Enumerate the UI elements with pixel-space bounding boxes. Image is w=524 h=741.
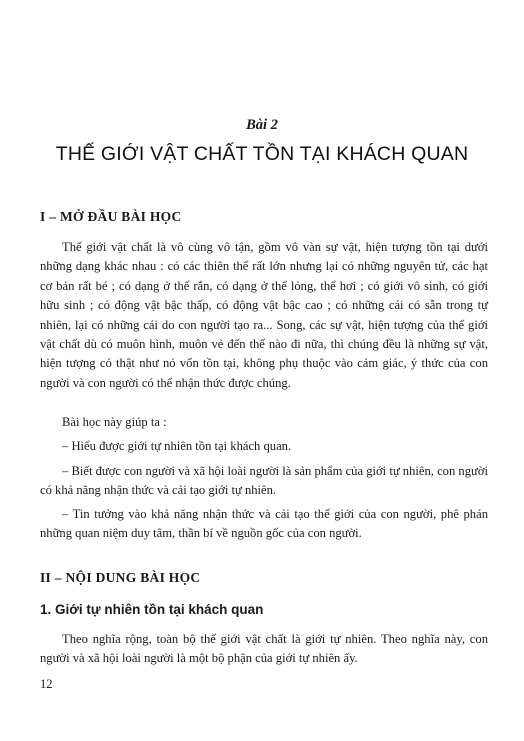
lesson-title: THẾ GIỚI VẬT CHẤT TỒN TẠI KHÁCH QUAN [55,143,469,165]
lesson-goals-intro: Bài học này giúp ta : [62,415,167,429]
page-number: 12 [40,677,53,691]
section-heading-intro: I – MỞ ĐẦU BÀI HỌC [40,209,182,224]
goal-item-3: – Tin tưởng vào khả năng nhận thức và cải tạo thế giới của con người, phê phán những quan niệm duy tâm, thần bí về nguồn gốc của con người. [40,507,488,541]
lesson-label: Bài 2 [246,117,278,133]
content-paragraph: Theo nghĩa rộng, toàn bộ thế giới vật chất là giới tự nhiên. Theo nghĩa này, con người và xã hội loài người là một bộ phận của giới tự nhiên ấy. [40,632,488,666]
section-heading-content: II – NỘI DUNG BÀI HỌC [40,570,201,585]
intro-paragraph: Thế giới vật chất là vô cùng vô tận, gồm vô vàn sự vật, hiện tượng tồn tại dưới những dạng khác nhau : có các thiên thể rất lớn nhưng lại có những nguyên tử, các hạt cơ bản rất bé ; có dạng ở thể rắn, có dạng ở thể lỏng, thể hơi ; có giới vô sinh, có giới hữu sinh ; có động vật bậc thấp, có động vật bậc cao ; có những cái có sẵn trong tự nhiên, lại có những cái do con người tạo ra... Song, các sự vật, hiện tượng của thế giới vật chất dù có muôn hình, muôn vẻ đến thế nào đi nữa, thì chúng đều là những sự vật, hiện tượng có thật như nó vốn tồn tại, không phụ thuộc vào cảm giác, ý thức của con người và con người có thể nhận thức được chúng. [40,240,488,390]
goal-item-2: – Biết được con người và xã hội loài người là sản phẩm của giới tự nhiên, con người có khả năng nhận thức và cải tạo giới tự nhiên. [40,464,488,498]
subsection-heading: 1. Giới tự nhiên tồn tại khách quan [40,602,264,617]
goal-item-1: – Hiểu được giới tự nhiên tồn tại khách quan. [62,439,292,453]
